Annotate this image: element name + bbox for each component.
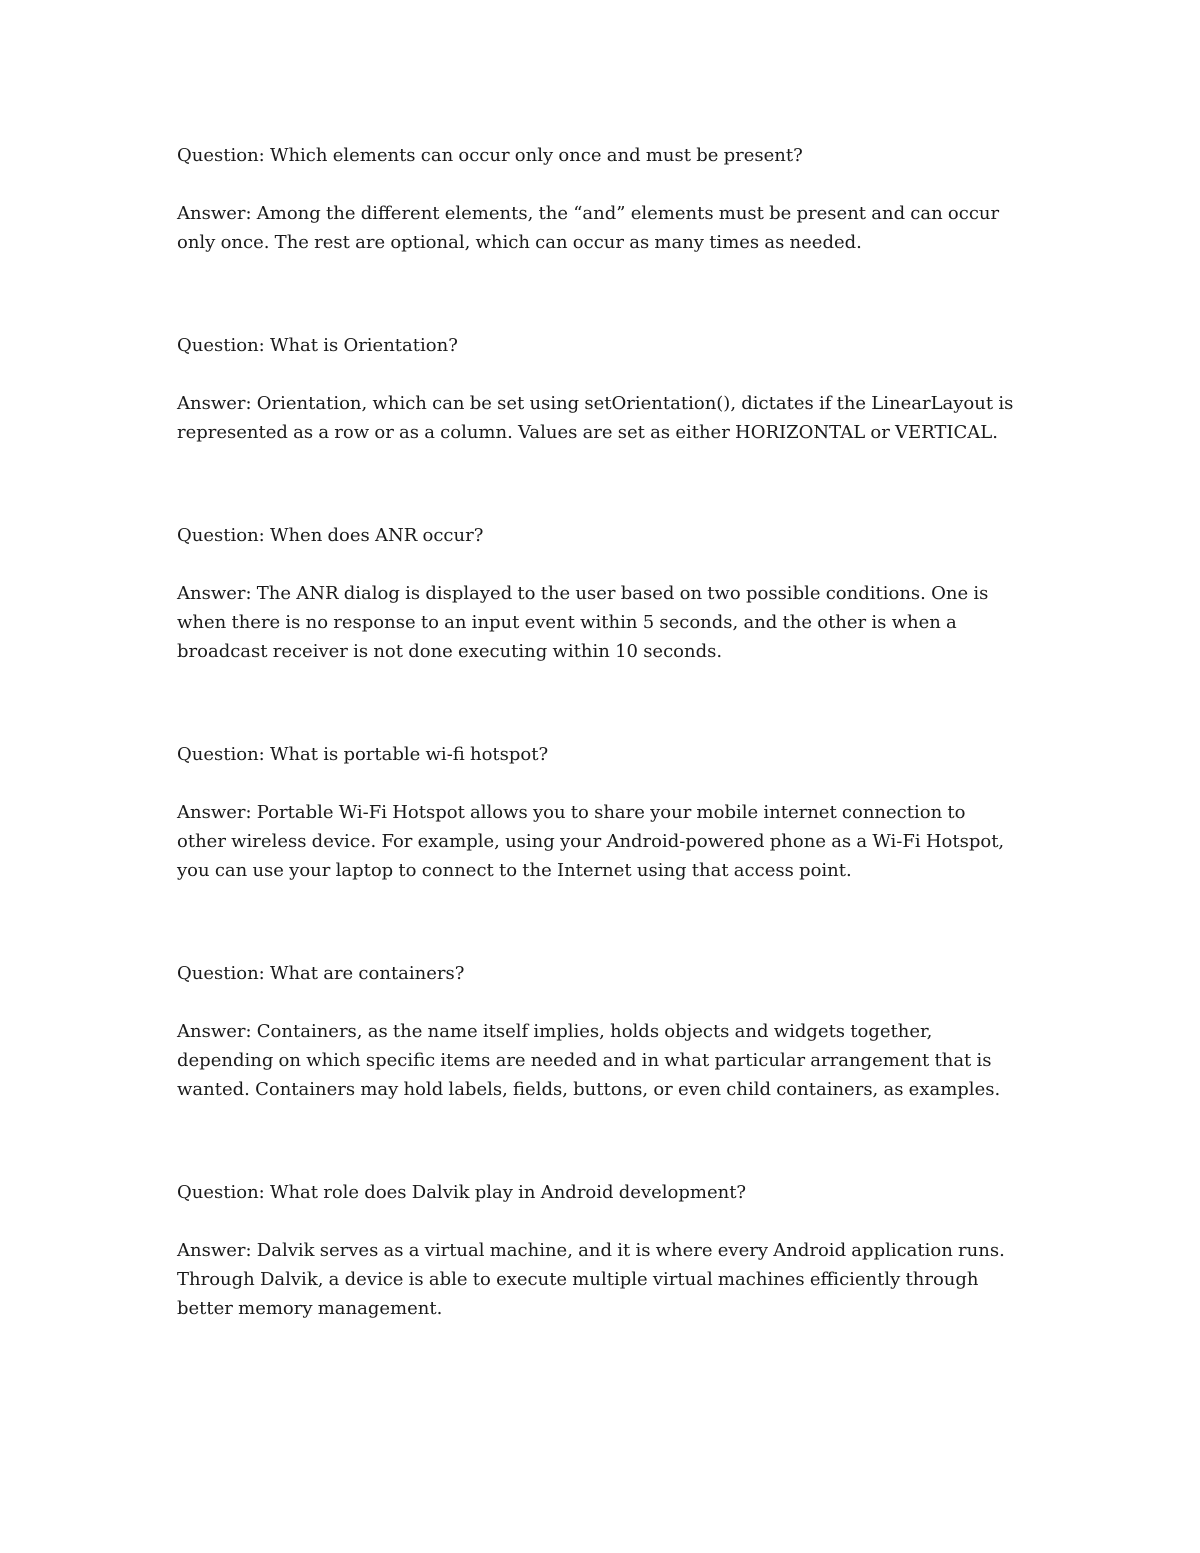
answer-line: Answer: Containers, as the name itself implies, holds objects and widgets together, (177, 1021, 933, 1042)
question-text: Question: When does ANR occur? (177, 525, 484, 546)
qa-item (177, 141, 1037, 257)
question-text: Question: What are containers? (177, 963, 465, 984)
qa-item (177, 1178, 1037, 1323)
qa-item (177, 331, 1037, 447)
answer-line: Answer: Among the different elements, the “and” elements must be present and can occur (177, 203, 1000, 224)
question-text: Question: Which elements can occur only once and must be present? (177, 145, 803, 166)
answer-line: you can use your laptop to connect to the Internet using that access point. (177, 860, 852, 881)
answer-line: Answer: Portable Wi-Fi Hotspot allows you to share your mobile internet connection to (177, 802, 966, 823)
question-text: Question: What role does Dalvik play in Android development? (177, 1182, 747, 1203)
question-text: Question: What is portable wi-fi hotspot? (177, 744, 549, 765)
answer-line: broadcast receiver is not done executing within 10 seconds. (177, 641, 723, 662)
document-page (177, 141, 1037, 1323)
answer-line: Answer: Orientation, which can be set using setOrientation(), dictates if the LinearLayout is (177, 393, 1014, 414)
answer-line: depending on which specific items are needed and in what particular arrangement that is (177, 1050, 992, 1071)
answer-line: Answer: Dalvik serves as a virtual machine, and it is where every Android application runs. (177, 1240, 1005, 1261)
question-text: Question: What is Orientation? (177, 335, 458, 356)
answer-line: other wireless device. For example, using your Android-powered phone as a Wi-Fi Hotspot, (177, 831, 1005, 852)
qa-item (177, 521, 1037, 666)
answer-line: Through Dalvik, a device is able to execute multiple virtual machines efficiently through (177, 1269, 979, 1290)
answer-line: represented as a row or as a column. Values are set as either HORIZONTAL or VERTICAL. (177, 422, 998, 443)
answer-line: better memory management. (177, 1298, 443, 1319)
answer-line: when there is no response to an input event within 5 seconds, and the other is when a (177, 612, 957, 633)
answer-line: Answer: The ANR dialog is displayed to the user based on two possible conditions. One is (177, 583, 989, 604)
answer-line: wanted. Containers may hold labels, fields, buttons, or even child containers, as examples. (177, 1079, 1001, 1100)
qa-item (177, 959, 1037, 1104)
answer-line: only once. The rest are optional, which can occur as many times as needed. (177, 232, 862, 253)
qa-item (177, 740, 1037, 885)
